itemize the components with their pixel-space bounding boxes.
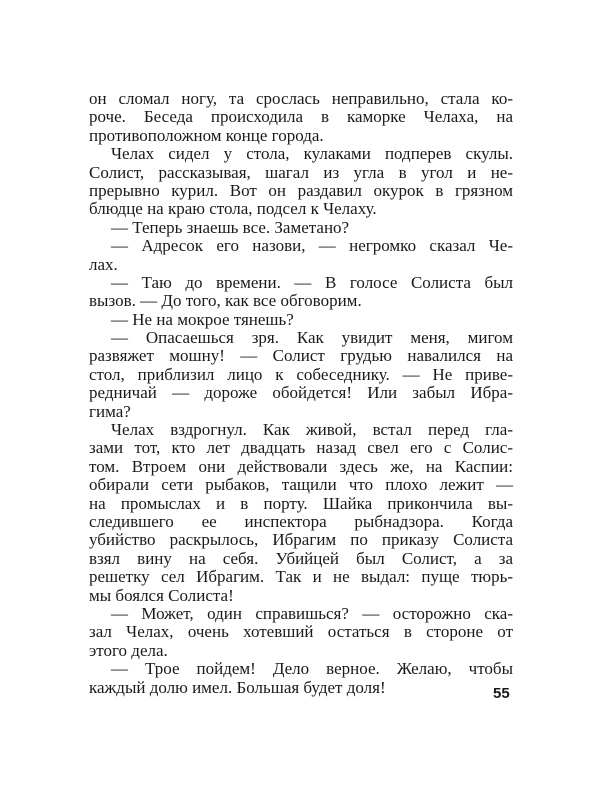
text-line: этого дела. <box>89 640 168 660</box>
text-line: он сломал ногу, та срослась неправильно, стала ко- <box>89 89 513 108</box>
text-line: редничай — дороже обойдется! Или забыл Ибра- <box>89 383 513 403</box>
text-line: прерывно курил. Вот он раздавил окурок в грязном <box>89 180 513 200</box>
text-line: стол, приблизил лицо к собеседнику. — Не приве- <box>89 364 513 384</box>
text-line: блюдце на краю стола, подсел к Челаху. <box>89 199 377 219</box>
text-line: — Не на мокрое тянешь? <box>111 309 294 329</box>
text-line: том. Втроем они действовали здесь же, на Каспии: <box>89 456 513 476</box>
text-line: — Трое пойдем! Дело верное. Желаю, чтобы <box>111 659 513 679</box>
text-line: зал Челах, очень хотевший остаться в стороне от <box>89 622 513 642</box>
text-line: вызов. — До того, как все обговорим. <box>89 291 362 311</box>
text-line: мы боялся Солиста! <box>89 585 234 605</box>
text-line: на промыслах и в порту. Шайка прикончила вы- <box>89 493 513 513</box>
text-line: Челах вздрогнул. Как живой, встал перед гла- <box>111 420 513 440</box>
text-line: — Может, один справишься? — осторожно ска- <box>111 603 513 623</box>
text-line: убийство раскрылось, Ибрагим по приказу Солиста <box>89 530 513 550</box>
text-line: противоположном конце города. <box>89 125 324 145</box>
text-line: гима? <box>89 401 131 421</box>
text-line: лах. <box>89 254 118 274</box>
text-line: — Адресок его назови, — негромко сказал Че- <box>111 236 513 256</box>
text-line: Солист, рассказывая, шагал из угла в угол и не- <box>89 162 513 182</box>
page-body <box>89 90 513 697</box>
text-line: развяжет мошну! — Солист грудью навалился на <box>89 346 513 366</box>
text-line: зами тот, кто лет двадцать назад свел его с Солис- <box>89 438 513 458</box>
text-line: — Теперь знаешь все. Заметано? <box>111 217 350 237</box>
text-line: — Опасаешься зря. Как увидит меня, мигом <box>111 328 513 348</box>
text-line: следившего ее инспектора рыбнадзора. Когда <box>89 511 513 531</box>
text-line: взял вину на себя. Убийцей был Солист, а за <box>89 548 513 568</box>
text-line: Челах сидел у стола, кулаками подперев скулы. <box>111 144 513 164</box>
text-line: решетку сел Ибрагим. Так и не выдал: пуще тюрь- <box>89 567 513 587</box>
text-line: каждый долю имел. Большая будет доля! <box>89 677 386 697</box>
page-number: 55 <box>493 685 510 702</box>
text-line: — Таю до времени. — В голосе Солиста был <box>111 272 513 292</box>
text-line: роче. Беседа происходила в каморке Челаха, на <box>89 107 513 127</box>
text-line: обирали сети рыбаков, тащили что плохо лежит — <box>89 475 513 495</box>
